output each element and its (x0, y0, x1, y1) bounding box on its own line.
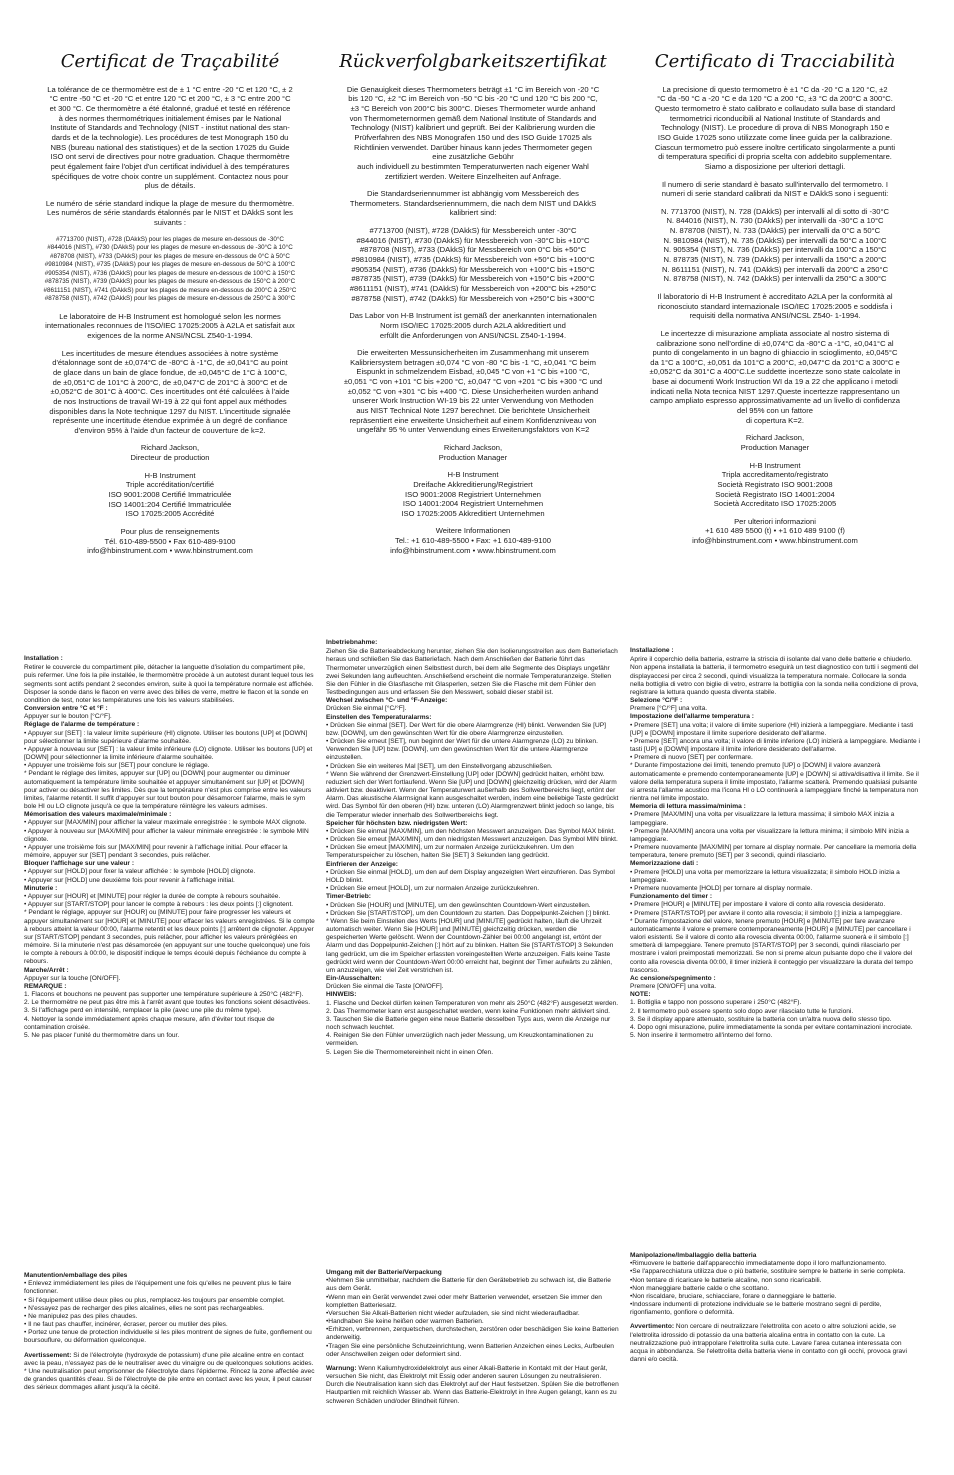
lab-paragraph (630, 292, 920, 321)
text-line: et 300 °C. Ce thermomètre a été étalonné, gradué et testé en référence (49, 104, 291, 114)
instruction-text: • Appuyer sur [START/STOP] pour lancer le compte à rebours : les deux points [:] clignotent. (24, 901, 294, 909)
text-line: Die Genauigkeit dieses Thermometers beträgt ±1 °C im Bereich von -20 °C (346, 84, 600, 94)
text-line: #878735 (NIST), #739 (DAkkS) pour les plages de mesure en-dessous de 150°C à 200°C (44, 278, 296, 286)
text-line: suivants : (153, 218, 187, 228)
text-line: campo ampliato espresso approssimativamente ad un livello di confidenza (650, 396, 900, 406)
text-line: ISO 9001:2008 Certifié Immatriculée (108, 490, 232, 500)
text-line: Institute of Standards and Technology (NIST - institut national des stan- (50, 123, 290, 133)
text-line: Pour plus de renseignements (120, 526, 220, 536)
text-line: •Erhitzen, verbrennen, zerquetschen, durchstechen, zerstören oder beschädigen Sie keine Batterien anderweitig. (326, 1326, 619, 1342)
text-line: ±0,052°C de 301°C à 400°C. Ces incertitudes ont été calculées à l'aide (50, 387, 290, 397)
text-line: kalibriert sind: (449, 208, 497, 218)
text-line: erfüllt die Anforderungen von ANSI/NCSL Z540-1-1994. (379, 330, 567, 340)
instructions-italian (630, 647, 920, 1040)
instruction-text: 3. Tauschen Sie die Batterie gegen eine neue Batterie desselben Typs aus, wenn die Anzeige nur noch schwach leuchtet. (326, 1015, 611, 1032)
instructions-german (326, 639, 620, 1057)
uncertainty-paragraph (24, 349, 316, 436)
text-line: d'étalonnage sont de ±0,074°C de -80°C à -1°C, de ±0,041°C au point (52, 358, 288, 368)
text-line: H-B Instrument (447, 470, 499, 480)
instruction-text: 5. Ne pas placer l'unité du thermomètre dans un four. (24, 1031, 180, 1039)
text-line: Dreifache Akkreditierung/Registriert (413, 479, 533, 489)
serial-list (24, 236, 316, 304)
text-line: Die erweiterten Messunsicherheiten im Zusammenhang mit unserem (357, 348, 589, 358)
text-line: Le numéro de série standard indique la plage de mesure du thermomètre. (45, 198, 295, 208)
instruction-text: 2. Le thermomètre ne peut pas être mis à l'arrêt avant que toutes les fonctions soient désactivées. (24, 999, 311, 1007)
instruction-text: 2. Il termometro può essere spento solo dopo aver rilasciato tutte le funzioni. (630, 1007, 854, 1015)
instruction-text: 4. Reinigen Sie den Fühler unverzüglich nach jeder Messung, um Kreuzkontaminationen zu vermeiden. (326, 1032, 594, 1048)
text-line: bis 120 °C, ±2 °C im Bereich von -50 °C bis -20 °C und 120 °C bis 200 °C, (348, 94, 598, 104)
battery-heading: Manipolazione/Imballaggio della batteria (630, 1252, 757, 1259)
text-line: ISO 17025:2005 Akkreditiert Unternehmen (401, 508, 545, 518)
instruction-text: * Wenn Sie während der Grenzwert-Einstellung [UP] oder [DOWN] gedrückt halten, erhöht bzw. reduziert sich der Wert fortlaufend. Wenn Sie [UP] und [DOWN] gleichzeitig drücken, wird der Alarm aktiviert bzw. deaktiviert. Wenn der Temperaturwert außerhalb des Sollwertbereichs liegt, ertönt der Alarm. Das akustische Alarmsignal kann ausgeschaltet werden, indem eine beliebige Taste gedrückt wird. Das Symbol für den oberen (HI) bzw. unteren (LO) Alarmgrenzwert blinkt jedoch so lange, bis die Temperatur wieder innerhalb des Sollwertbereichs liegt. (326, 770, 619, 819)
battery-list (326, 1277, 620, 1359)
instruction-heading: Réglage de l'alarme de température : (24, 721, 140, 729)
text-line: ISO Guide 17025 sono utilizzate come linee guida per la calibrazione. (657, 133, 893, 142)
text-line: Tel.: +1 610-489-5500 • Fax: +1 610-489-9100 (395, 536, 551, 546)
signature-block (24, 443, 316, 462)
text-line: Triple accréditation/certifié (125, 480, 215, 490)
text-line: • Ne manipulez pas des piles chaudes. (24, 1312, 138, 1320)
text-line: •Versuchen Sie Alkali-Batterien nicht wieder aufzuladen, sie sind nicht wiederaufladbar. (326, 1309, 580, 1317)
text-line: #878735 (NIST), #739 (DAkkS) für Messbereich von +150°C bis +200°C (351, 274, 595, 284)
text-line: °C entre -50 °C et -20 °C et entre 120 °C et 200 °C, ± 3 °C entre 200 °C (49, 94, 291, 104)
instruction-text: • Drücken Sie einmal [HOLD], um den auf dem Display angezeigten Wert einzufrieren. Das Symbol HOLD blinkt. (326, 868, 615, 884)
instruction-text: • Appuyer sur [HOUR] et [MINUTE] pour régler la durée de compte à rebours souhaitée. (24, 892, 281, 900)
text-line: #905354 (NIST), #736 (DAkkS) pour les plages de mesure en-dessous de 100°C à 150°C (44, 269, 296, 277)
text-line: #8611151 (NIST), #741 (DAkkS) pour les plages de mesure en-dessous de 200°C à 250°C (43, 286, 297, 294)
instruction-text: * Durante l'impostazione del valore, tenere premuto [HOUR] e [MINUTE] per fare avanzare automaticamente il valore e premere contemporaneamente [HOUR] e [MINUTE] per cancellare i valori esistenti. Se il valore di conto alla rovescia diventa 00:00, l'allarme suonerà e il simbolo [:] smetterà di lampeggiare. Tenere premuto [START/STOP] per 3 secondi, quindi rilasciarlo per mostrare i valori preimpostati memorizzati. Se non si preme alcun pulsante dopo che il valore del conto alla rovescia diventa 00:00, il timer inizierà il conteggio per visualizzare la durata del tempo trascorso. (630, 917, 913, 974)
instruction-heading: Speicher für höchsten bzw. niedrigsten Wert: (326, 819, 468, 827)
text-line: représente une incertitude étendue exprimée à un degré de confiance (52, 416, 288, 426)
contact-block (326, 526, 620, 555)
text-line: #905354 (NIST), #736 (DAkkS) für Messbereich von +100°C bis +150°C (351, 264, 595, 274)
text-line: repräsentiert eine erweiterte Unsicherheit auf einem Konfidenzniveau von (349, 415, 597, 425)
text-line: La tolérance de ce thermomètre est de ± 1 °C entre -20 °C et 120 °C, ± 2 (47, 84, 293, 94)
text-line: N. 9810984 (NIST), N. 735 (DAkkS) per intervalli da 50°C a 100°C (663, 235, 887, 245)
text-line: de ±0,051°C de 101°C à 200°C, de ±0,047°C de 201°C à 300°C et de (52, 377, 288, 387)
text-line: #878708 (NIST), #733 (DAkkS) pour les plages de mesure en-dessous de 0°C à 50°C (50, 252, 290, 260)
instruction-heading: Wechsel zwischen °C- und °F-Anzeige: (326, 697, 448, 705)
instruction-heading: Einfrieren der Anzeige: (326, 860, 398, 868)
instruction-heading: Mémorisation des valeurs maximale/minimale : (24, 811, 172, 819)
instruction-text: Drücken Sie einmal die Taste [ON/OFF]. (326, 983, 444, 991)
instruction-text: • Appuyer sur [HOLD] une deuxième fois pour revenir à l'affichage initial. (24, 876, 235, 884)
instruction-heading: NOTE: (630, 991, 651, 999)
instruction-text: Retirer le couvercle du compartiment pile, détacher la languette d'isolation du compartiment pile, puis refermer. Une fois la pile installée, le thermomètre procède à un autotest durant lequel tous les segments sont actifs pendant 2 secondes environ, suite à quoi la température normale est affichée. Disposer la sonde dans le flacon en verre avec des billes de verre, mettre le flacon et la sonde en condition de test, noter les températures une fois les valeurs stabilisées. (24, 664, 314, 704)
instruction-text: Drücken Sie einmal [°C/°F]. (326, 705, 407, 713)
text-line: Le laboratoire de H-B Instrument est homologué selon les normes (59, 311, 281, 321)
text-line: auch individuell zu bestimmten Temperaturwerten nach eigener Wahl (357, 161, 589, 171)
battery-section-german (326, 1269, 620, 1412)
instruction-text: Premere [ON/OFF] una volta. (630, 983, 717, 991)
text-line: base ai documenti Work Instruction WI da 19 a 22 che applicano i metodi (652, 377, 898, 387)
battery-list (630, 1260, 920, 1317)
battery-section-italian (630, 1252, 920, 1370)
instruction-text: • Drücken Sie erneut [HOLD], um zur normalen Anzeige zurückzukehren. (326, 885, 540, 893)
text-line: Les numéros de série standards étalonnés par le NIST et DAkkS sont les (47, 208, 293, 218)
text-line: N. 7713700 (NIST), N. 728 (DAkkS) per intervalli al di sotto di -30°C (661, 206, 889, 216)
accuracy-paragraph (630, 85, 920, 172)
contact-block (24, 527, 316, 556)
instruction-heading: Installazione : (630, 647, 674, 654)
instruction-text: • Premere [SET] una volta; il valore di limite superiore (HI) inizierà a lampeggiare. Mediante i tasti [UP] e [DOWN] impostare il limite superiore desiderato dell'allarme. (630, 721, 914, 737)
instruction-text: * Wenn Sie beim Einstellen des Werts [HOUR] und [MINUTE] gedrückt halten, läuft die Uhrzeit automatisch weiter. Wenn Sie [HOUR] und [MINUTE] gleichzeitig drücken, werden die gespeicherten Werte gelöscht. Wenn der Countdown-Zähler bei 00:00 angelangt ist, ertönt der Alarm und das Doppelpunkt-Zeichen [:] hört auf zu blinken. Halten Sie [START/STOP] 3 Sekunden lang gedrückt, um die im Speicher erfassten voreingestellten Werte anzuzeigen. Falls keine Taste gedrückt wird wenn der Countdown-Wert 00:00 erreicht hat, beginnt der Timer aufwärts zu zählen, um anzuzeigen, wie viel Zeit verstrichen ist. (326, 917, 614, 974)
text-line: •Tragen Sie eine persönliche Schutzeinrichtung, wenn Batterien Anzeichen eines Lecks, Aufbeulen oder Anschwellen zeigen oder deformiert sind. (326, 1342, 614, 1358)
text-line: aus NIST Technical Note 1297 berechnet. Die berichtete Unsicherheit (356, 406, 590, 416)
text-line: #878758 (NIST), #742 (DAkkS) für Messbereich von +250°C bis +300°C (351, 293, 595, 303)
text-line: di temperatura specifici di propria scelta con addebito supplementare. (658, 152, 892, 162)
instruction-text: • Premere [START/STOP] per avviare il conto alla rovescia; il simbolo [:] inizia a lampeggiare. (630, 909, 903, 917)
warning-label: Avertissement: (24, 1351, 72, 1359)
text-line: Richard Jackson, (745, 433, 805, 443)
text-line: Richard Jackson, (443, 442, 503, 452)
text-line: #844016 (NIST), #730 (DAkkS) für Messbereich von -30°C bis +10°C (356, 235, 590, 245)
text-line: zertifiziert werden. Weitere Einzelheiten auf Anfrage. (384, 171, 562, 181)
instruction-heading: Ein-/Ausschalten: (326, 975, 382, 983)
instruction-heading: Impostazione dell'allarme temperatura : (630, 713, 754, 721)
lab-paragraph (326, 311, 620, 340)
text-line: calibrazione sono nell'ordine di ±0,074°C da -80°C a -1°C, ±0,041°C al (656, 338, 894, 348)
text-line: von Thermometernormen gemäß dem National Institute of Standards and (349, 113, 597, 123)
text-line: •Nehmen Sie unmittelbar, nachdem die Batterie für den Gerätebetrieb zu schwach ist, die Batterie aus dem Gerät. (326, 1277, 611, 1293)
title-german: Rückverfolgbarkeitszertifikat (339, 51, 607, 72)
text-line: eine zusätzliche Gebühr (432, 152, 514, 162)
instruction-heading: Timer-Betrieb: (326, 893, 371, 901)
serial-list (326, 226, 620, 303)
text-line: NBS (bureau national des statistiques) et de la section 17025 du Guide (50, 142, 290, 152)
text-line: info@hbinstrument.com • www.hbinstrument.com (692, 536, 858, 546)
text-line: Per ulteriori informazioni (734, 516, 816, 526)
instruction-text: * Pendant le réglage des limites, appuyer sur [UP] ou [DOWN] pour augmenter ou diminuer automatiquement la température limite souhaitée et appuyer simultanément sur [UP] et [DOWN] pour activer ou désactiver les limites. Dès que la température n'est plus comprise entre les valeurs limites, l'alarme retentit. Il suffit d'appuyer sur tout bouton pour désamorcer l'alarme, mais le sym bole HI ou LO clignote jusqu'à ce que la température réintègre les valeurs admises. (24, 770, 312, 811)
instruction-text: 1. Flacons et bouchons ne peuvent pas supporter une température supérieure à 250°C (482°F). (24, 991, 304, 999)
instruction-text: • Drücken Sie [HOUR] und [MINUTE], um den gewünschten Countdown-Wert einzustellen. (326, 901, 591, 909)
text-line: H-B Instrument (749, 460, 801, 470)
text-line: #7713700 (NIST), #728 (DAkkS) pour les plages de mesure en-dessous de -30°C (56, 235, 284, 243)
instruction-text: * Durante l'impostazione dei limiti, tenendo premuto [UP] o [DOWN] il valore avanzerà automaticamente e premendo contemporaneamente [UP] e [DOWN] si attiva/disattiva il limite. Se il valore della temperatura supera il limite impostato, l'allarme scatterà. Premendo qualsiasi pulsante si arresta l'allarme acustico ma l'icona HI o LO continuerà a lampeggiare finché la temperatura non rientra nel limite impostato. (630, 762, 919, 803)
text-line: N. 878708 (NIST), N. 733 (DAkkS) per intervalli da 0°C a 50°C (669, 226, 881, 236)
text-line: Weitere Informationen (435, 526, 511, 536)
text-line: •Indossare indumenti di protezione individuale se le batterie mostrano segni di perdite, rigonfiamento, gonfiore o deformità. (630, 1301, 882, 1317)
certificate-french (24, 52, 316, 564)
text-line: ISO 17025:2005 Accrédité (125, 509, 215, 519)
text-line: Prüfverfahren des NBS Monografen 150 und des ISO Guide 17025 als (354, 133, 592, 142)
instruction-text: • Appuyer une troisième fois sur [SET] pour conclure le réglage. (24, 762, 210, 770)
serial-intro-paragraph (630, 180, 920, 199)
instruction-text: Appuyer sur le bouton [°C/°F]. (24, 713, 112, 721)
serial-intro-paragraph (326, 189, 620, 218)
instruction-text: Premere [°C/°F] una volta. (630, 705, 708, 713)
instruction-text: 2. Das Thermometer kann erst ausgeschaltet werden, wenn keine Funktionen mehr aktiviert sind. (326, 1007, 610, 1015)
text-line: N. 905354 (NIST), N. 736 (DAkkS) per intervalli da 100°C a 150°C (663, 245, 887, 255)
text-line: Tél. 610-489-5500 • Fax 610-489-9100 (104, 536, 236, 546)
text-line: • N'essayez pas de recharger des piles alcalines, elles ne sont pas rechargeables. (24, 1304, 264, 1312)
instruction-text: 1. Bottiglia e tappo non possono superare i 250°C (482°F). (630, 999, 802, 1007)
warning-text: Wenn Kaliumhydroxidelektrolyt aus einer Alkali-Batterie in Kontakt mit der Haut gerät, versuchen Sie nicht, das Elektrolyt mit Essig oder anderen sauren Lösungen zu neutralisieren. Durch die Neutralisation kann sich das Elektrolyt auf der Haut festsetzen. Spülen Sie die betroffenen Hautpartien mit reichlich Wasser ab. Wenn das Batterie-Elektrolyt in Ihre Augen gelangt, kann es zu schweren Schäden und/oder Blindheit führen. (326, 1364, 619, 1405)
text-line: dards et de la technologie). Les procédures de test Monograph 150 du (51, 133, 289, 142)
serial-intro-paragraph (24, 199, 316, 228)
instruction-text: • Appuyer sur [HOLD] pour fixer la valeur affichée : le symbole [HOLD] clignote. (24, 868, 256, 876)
instruction-text: • Drücken Sie erneut [MAX/MIN], um den niedrigsten Messwert anzuzeigen. Das Symbol MIN blinkt. (326, 836, 618, 844)
instruction-text: Ziehen Sie die Batterieabdeckung herunter, ziehen Sie den Isolierungsstreifen aus dem Batteriefach heraus und schließen Sie das Batteriefach. Nach dem Anschließen der Batterie führt das Thermometer unverzüglich einen Selbsttest durch, bei dem alle Segmente des Displays ungefähr zwei Sekunden lang aufleuchten. Anschließend erscheint die normale Temperaturanzeige. Stellen Sie den Fühler in die Glasflasche mit Glasperlen, setzen Sie die Flasche mit dem Fühler den Testbedingungen aus und erfassen Sie den Messwert, sobald dieser stabil ist. (326, 648, 618, 697)
text-line: requisiti della normativa ANSI/NCSL Z540- 1-1994. (689, 311, 861, 321)
text-line: • Si l'équipement utilise deux piles ou plus, remplacez-les toujours par ensemble complet. (24, 1296, 285, 1304)
instruction-heading: Ac censione/spegnimento : (630, 974, 716, 982)
instruction-text: 3. Se il display appare attenuato, sostituire la batteria con un'altra nuova dello stesso tipo. (630, 1015, 892, 1023)
text-line: Società Registrato ISO 14001:2004 (715, 489, 835, 499)
instruction-text: • Appuyer sur [SET] : la valeur limite supérieure (HI) clignote. Utiliser les boutons [UP] et [DOWN] pour sélectionner la limite supérieure d'alarme souhaitée. (24, 729, 308, 745)
warning-text: Si de l'électrolyte (hydroxyde de potassium) d'une pile alcaline entre en contact avec la peau, n'essayez pas de le neutraliser avec du vinaigre ou de quelconques solutions acides. * Une neutralisation peut emprisonner de l'électrolyte dans l'épiderme. Rincez la zone affectée avec de grandes quantités d'eau. Si de l'électrolyte de pile entre en contact avec les yeux, il peut causer des sérieux dommages allant jusqu'à la cécité. (24, 1351, 315, 1392)
text-line: Eispunkt in schmelzendem Eisbad, ±0,045 °C von +1 °C bis +100 °C, (356, 367, 590, 377)
text-line: Società Registrato ISO 9001:2008 (717, 479, 833, 489)
instruction-text: • Drücken Sie ein weiteres Mal [SET], um den Einstellvorgang abzuschließen. (326, 762, 553, 770)
text-line: +1 610 489 5500 (t) • +1 610 489 9100 (f) (705, 526, 845, 536)
text-line: •Non tentare di ricaricare le batterie alcaline, non sono ricaricabili. (630, 1276, 822, 1284)
accreditation-block (24, 471, 316, 519)
text-line: #7713700 (NIST), #728 (DAkkS) für Messbereich unter -30°C (369, 226, 577, 236)
text-line: Das Labor von H-B Instrument ist gemäß der anerkannten internationalen (349, 311, 597, 321)
warning-paragraph (326, 1365, 620, 1406)
text-line: Richtlinien verwendet. Darüber hinaus kann jedes Thermometer gegen (354, 142, 592, 152)
warning-paragraph (630, 1323, 920, 1364)
instruction-text: • Drücken Sie einmal [MAX/MIN], um den höchsten Messwert anzuzeigen. Das Symbol MAX blinkt. (326, 827, 616, 835)
instruction-heading: Memorizzazione dati : (630, 860, 699, 868)
text-line: ±0,051 °C von +101 °C bis +200 °C, ±0,047 °C von +201 °C bis +300 °C und (343, 377, 603, 387)
text-line: plus de détails. (144, 181, 196, 191)
text-line: d'environ 95% à l'aide d'un facteur de couverture de k=2. (74, 425, 266, 435)
instruction-heading: HINWEIS: (326, 991, 357, 999)
instruction-heading: Selezione °C/°F : (630, 697, 683, 705)
text-line: Technology (NIST). Le procedure di prova di NBS Monograph 150 e (660, 123, 890, 133)
warning-text: Non cercare di neutralizzare l'elettrolita con aceto o altre soluzioni acide, se l'elettrolita idrossido di potassio da una batteria alcalina entra in contatto con la cute. La neutralizzazione può intrappolare l'elettrolita sulla cute. Lavare l'area cutanea interessata con acqua in abbondanza. Se l'elettrolita della batteria viene in contatto con gli occhi, provoca gravi danni e/o cecità. (630, 1323, 907, 1364)
instruction-text: • Drücken Sie [START/STOP], um den Countdown zu starten. Das Doppelpunkt-Zeichen [:] blinkt. (326, 909, 611, 917)
text-line: Production Manager (740, 442, 810, 452)
instruction-text: Aprire il coperchio della batteria, estrarre la striscia di isolante dal vano delle batterie e chiuderlo. Non appena installata la batteria, il termometro eseguirà un test diagnostico con tutti i segmenti del displayaccesi per circa 2 secondi, quindi visualizza la temperatura normale. Collocare la sonda nella bottiglia di vetro con biglie di vetro, estrarre la bottiglia con la sonda nella condizione di prova, registrare la lettura quando questa diventa stabile. (630, 656, 919, 696)
text-line: exigences de la norme ANSI/NCSL Z540-1-1994. (87, 331, 253, 341)
text-line: #844016 (NIST), #730 (DAkkS) pour les plages de mesure en-dessous de -30°C à 10°C (47, 244, 293, 252)
text-line: °C da -50 °C a -20 °C e da 120 °C a 200 °C, ±3 °C da 200°C a 300°C. (657, 94, 893, 104)
text-line: •Se l'apparecchiatura utilizza due o più batterie, sostituire sempre le batterie in serie completa. (630, 1268, 906, 1276)
serial-list (630, 207, 920, 284)
instruction-text: • Appuyer à nouveau sur [MAX/MIN] pour afficher la valeur minimale enregistrée : le symbole MIN clignote. (24, 827, 309, 843)
text-line: ISO 14001:204 Certifié Immatriculée (108, 499, 232, 509)
text-line: termometrici riconducibili al National Institute of Standards and (669, 113, 881, 123)
text-line: ±0,052°C da 301°C a 400°C.Le suddette incertezze sono state calcolate in (649, 367, 901, 377)
instruction-heading: Memoria di lettura massima/minima : (630, 803, 746, 811)
instruction-heading: Marche/Arrêt : (24, 966, 69, 974)
lab-paragraph (24, 312, 316, 341)
instruction-heading: Inbetriebnahme: (326, 639, 378, 646)
text-line: •Non riscaldare, bruciare, schiacciare, forare o danneggiare le batterie. (630, 1292, 837, 1300)
signature-block (630, 433, 920, 452)
text-line: Ciascun termometro può essere inoltre certificato singolarmente a punti (654, 142, 896, 152)
text-line: N. 8611151 (NIST), N. 741 (DAkkS) per intervalli da 200°C a 250°C (661, 264, 889, 274)
battery-heading: Manutention/emballage des piles (24, 1272, 128, 1279)
text-line: N. 878735 (NIST), N. 739 (DAkkS) per intervalli da 150°C a 200°C (663, 255, 887, 265)
text-line: #9810984 (NIST), #735 (DAkkS) pour les plages de mesure en-dessous de 50°C à 100°C (44, 261, 296, 269)
instruction-text: 4. Nettoyer la sonde immédiatement après chaque mesure, afin d'éviter tout risque de contamination croisée. (24, 1015, 275, 1031)
instruction-text: • Premere [MAX/MIN] una volta per visualizzare la lettura massima; il simbolo MAX inizia a lampeggiare. (630, 811, 895, 827)
instruction-text: • Drücken Sie erneut [SET], nun beginnt der Wert für die untere Alarmgrenze (LO) zu blinken. Verwenden Sie [UP] bzw. [DOWN], um den gewünschten Wert für die untere Alarmgrenze einzustellen. (326, 738, 598, 762)
text-line: •Handhaben Sie keine heißen oder warmen Batterien. (326, 1318, 484, 1326)
text-line: • Portez une tenue de protection individuelle si les piles montrent de signes de fuite, gonflement ou boursouflure, ou déformation quelconque. (24, 1329, 312, 1345)
text-line: punto di congelamento in un bagno di ghiaccio in scioglimento, ±0,045°C (652, 348, 898, 358)
instruction-text: 4. Dopo ogni misurazione, pulire immediatamente la sonda per evitare contaminazioni incrociate. (630, 1023, 913, 1031)
instruction-heading: Bloquer l'affichage sur une valeur : (24, 860, 135, 868)
instruction-heading: Conversion entre °C et °F : (24, 705, 108, 713)
instruction-heading: Minuterie : (24, 884, 58, 892)
instruction-heading: REMARQUE : (24, 982, 67, 990)
instruction-heading: Installation : (24, 655, 63, 662)
instruction-text: * Pendant le réglage, appuyer sur [HOUR] ou [MINUTE] pour faire progresser les valeurs et appuyer simultanément sur [HOUR] et [MINUTE] pour effacer les valeurs enregistrées. Si le compte à rebours atteint la valeur 00:00, l'alarme retentit et les deux points [:] arrêtent de clignoter. Appuyer sur [START/STOP] pendant 3 secondes, puis relâcher, pour afficher les valeurs préréglées en mémoire. Si la minuterie n'est pas désamorcée (en appuyant sur une touche quelconque) une fois le compte à rebours à 00:00, le dispositif indique le temps écoulé depuis l'échéance du compte à rebours. (24, 909, 315, 966)
battery-section-french (24, 1272, 316, 1398)
text-line: à des normes thermométriques initialement émises par le National (58, 113, 282, 123)
certificate-german (326, 52, 620, 563)
text-line: N. 878758 (NIST), N. 742 (DAkkS) per intervalli da 250°C a 300°C (663, 274, 887, 284)
text-line: • Enlevez immédiatement les piles de l'équipement une fois qu'elles ne peuvent plus le faire fonctionner. (24, 1280, 292, 1296)
instruction-text: • Appuyer à nouveau sur [SET] : la valeur limite inférieure (LO) clignote. Utiliser les boutons [UP] et [DOWN] pour sélectionner la limite inférieure d'alarme souhaitée. (24, 745, 313, 762)
text-line: indicati nella Nota tecnica NIST 1297.Queste incertezze rappresentano un (650, 386, 900, 396)
instruction-text: • Premere [SET] ancora una volta; il valore di limite inferiore (LO) inizierà a lampeggiare. Mediante i tasti [UP] e [DOWN] impostare il limite inferiore desiderato dell'allarme. (630, 737, 920, 754)
text-line: peut également faire l'objet d'un certificat individuel à des températures (50, 161, 290, 171)
text-line: ISO 14001:2004 Registriert Unternehmen (402, 499, 544, 509)
contact-block (630, 517, 920, 546)
text-line: Thermometers. Standardseriennummern, die nach dem NIST und DAkkS (349, 198, 597, 208)
title-french: Certificat de Traçabilité (60, 51, 280, 72)
text-line: •Wenn man ein Gerät verwendet zwei oder mehr Batterien verwendet, ersetzen Sie immer den kompletten Batteriesatz. (326, 1293, 602, 1309)
text-line: Richard Jackson, (140, 443, 200, 453)
uncertainty-paragraph (326, 348, 620, 435)
text-line: ISO ont servi de directives pour notre graduation. Chaque thermomètre (50, 152, 290, 162)
instruction-text: • Appuyer sur [MAX/MIN] pour afficher la valeur maximale enregistrée : le symbole MAX clignote. (24, 819, 307, 827)
text-line: N. 844016 (NIST), N. 730 (DAkkS) per intervalli da -30°C a 10°C (666, 216, 884, 226)
text-line: internationales reconnues de l'ISO/IEC 17025:2005 à A2LA et satisfait aux (45, 321, 295, 331)
text-line: de glace dans un bain de glace fondue, de ±0,045°C de 1°C à 100°C, (52, 367, 288, 377)
text-line: Il laboratorio di H-B Instrument è accreditato A2LA per la conformità al (657, 291, 893, 301)
accuracy-paragraph (24, 85, 316, 191)
signature-block (326, 443, 620, 462)
warning-label: Warnung: (326, 1364, 357, 1372)
text-line: La precisione di questo termometro è ±1 °C da -20 °C a 120 °C, ±2 (662, 84, 888, 94)
instructions-french (24, 655, 316, 1040)
text-line: H-B Instrument (144, 470, 196, 480)
text-line: spécifiques de votre choix contre un supplément. Contactez nous pour (51, 171, 289, 181)
text-line: ISO 9001:2008 Registriert Unternehmen (405, 489, 541, 499)
instruction-heading: Funzionamento del timer : (630, 893, 713, 901)
text-line: Les incertitudes de mesure étendues associées à notre système (61, 348, 279, 358)
instruction-text: • Appuyer une troisième fois sur [MAX/MIN] pour revenir à l'affichage initial. Pour effacer la mémoire, appuyer sur [SET] pendant 3 secondes, puis relâcher. (24, 843, 288, 860)
text-line: #9810984 (NIST), #735 (DAkkS) für Messbereich von +50°C bis +100°C (351, 255, 595, 265)
text-line: Società Accreditato ISO 17025:2005 (713, 499, 837, 509)
text-line: di copertura K=2. (745, 415, 805, 425)
text-line: Directeur de production (130, 453, 210, 463)
text-line: Tripla accreditamento/registrato (721, 470, 829, 480)
text-line: • Il ne faut pas chauffer, incinérer, écraser, percer ou mutiler des piles. (24, 1321, 228, 1329)
text-line: de nos Instructions de travail WI-19 à 22 qui font appel aux méthodes (53, 396, 287, 406)
certificate-italian (630, 52, 920, 554)
text-line: #878758 (NIST), #742 (DAkkS) pour les plages de mesure en-dessous de 250°C à 300°C (44, 295, 296, 303)
instruction-heading: Einstellen des Temperaturalarms: (326, 713, 432, 721)
text-line: Siamo a disposizione per ulteriori dettagli. (704, 161, 846, 171)
instruction-text: 3. Si l'affichage perd en intensité, remplacer la pile (avec une pile du même type). (24, 1007, 262, 1015)
accuracy-paragraph (326, 85, 620, 181)
instruction-text: • Premere di nuovo [SET] per confermare. (630, 754, 753, 762)
text-line: Die Standardseriennummer ist abhängig vom Messbereich des (367, 189, 579, 199)
text-line: Norm ISO/IEC 17025:2005 durch A2LA akkreditiert und (380, 320, 566, 330)
instruction-text: • Premere [HOUR] e [MINUTE] per impostare il valore di conto alla rovescia desiderato. (630, 901, 886, 909)
text-line: da 1°C a 100°C, ±0,051 da 101°C a 200°C, ±0,047°C da 201°C a 300°C e (650, 357, 900, 367)
instruction-text: Appuyer sur la touche [ON/OFF]. (24, 974, 121, 982)
battery-list (24, 1280, 316, 1345)
title-italian: Certificato di Tracciabilità (654, 51, 896, 72)
text-line: ungefähr 95 % unter Verwendung eines Erweiterungsfaktors von K=2 (356, 425, 590, 435)
warning-paragraph (24, 1352, 316, 1393)
text-line: unserer Work Instruction WI-19 bis 22 unter Verwendung von Methoden (352, 396, 594, 406)
instruction-text: • Premere nuovamente [MAX/MIN] per tornare al display normale. Per cancellare la memoria della temperatura, tenere premuto [SET] per 3 secondi, quindi rilasciarlo. (630, 844, 917, 860)
text-line: •Non maneggiare batterie calde o che scottano. (630, 1284, 770, 1292)
text-line: #8611151 (NIST), #741 (DAkkS) für Messbereich von +200°C bis +250°C (349, 283, 597, 293)
text-line: riconosciuto standard internazionale ISO/IEC 17025:2005 e soddisfa i (657, 301, 893, 311)
instruction-text: • Premere nuovamente [HOLD] per tornare al display normale. (630, 884, 813, 892)
uncertainty-paragraph (630, 329, 920, 425)
text-line: info@hbinstrument.com • www.hbinstrument.com (87, 546, 253, 556)
instruction-text: 5. Non inserire il termometro all'interno del forno. (630, 1032, 773, 1040)
text-line: numeri di serie standard calibrati da NIST e DAkkS sono i seguenti: (661, 189, 889, 199)
text-line: •Rimuovere le batterie dall'apparecchio immediatamente dopo il loro malfunzionamento. (630, 1260, 887, 1268)
text-line: del 95% con un fattore (737, 406, 813, 416)
text-line: info@hbinstrument.com • www.hbinstrument.com (390, 545, 556, 555)
text-line: Le incertezze di misurazione ampliata associate al nostro sistema di (660, 328, 890, 338)
instruction-text: • Premere [MAX/MIN] ancora una volta per visualizzare la lettura minima; il simbolo MIN inizia a lampeggiare. (630, 827, 909, 843)
accreditation-block (630, 461, 920, 509)
instruction-text: 5. Legen Sie die Thermometereinheit nicht in einen Ofen. (326, 1048, 494, 1056)
warning-label: Avvertimento: (630, 1323, 675, 1331)
instruction-text: • Drücken Sie einmal [SET]. Der Wert für die obere Alarmgrenze (HI) blinkt. Verwenden Sie [UP] bzw. [DOWN], um den gewünschten Wert für die obere Alarmgrenze einzustellen. (326, 721, 606, 737)
instruction-text: • Premere [HOLD] una volta per memorizzare la lettura visualizzata; il simbolo HOLD inizia a lampeggiare. (630, 868, 900, 884)
text-line: disponibles dans la Note technique 1297 du NIST. L'incertitude signalée (49, 406, 291, 416)
text-line: Kalibriersystem betragen ±0,074 °C von -80 °C bis -1 °C, ±0,041 °C beim (350, 357, 596, 367)
text-line: Technology (NIST) kalibriert und geprüft. Bei der Kalibrierung wurden die (350, 123, 596, 133)
battery-heading: Umgang mit der Batterie/Verpackung (326, 1269, 442, 1276)
instruction-text: 1. Flasche und Deckel dürfen keinen Temperaturen von mehr als 250°C (482°F) ausgesetzt werden. (326, 999, 619, 1007)
text-line: Il numero di serie standard è basato sull'intervallo del termometro. I (662, 179, 888, 189)
instruction-text: • Drücken Sie erneut [MAX/MIN], um zur normalen Anzeige zurückzukehren. Um den Temperaturspeicher zu löschen, halten Sie [SET] 3 Sekunden lang gedrückt. (326, 844, 574, 860)
accreditation-block (326, 470, 620, 518)
text-line: ±3 °C Bereich von 200°C bis 300°C. Dieses Thermometer wurde anhand (350, 104, 596, 114)
text-line: Questo termometro è stato calibrato e collaudato sulla base di standard (654, 104, 896, 114)
text-line: #878708 (NIST), #733 (DAkkS) für Messbereich von 0°C bis +50°C (359, 245, 587, 255)
text-line: ±0,052 °C von +301 °C bis +400 °C. Diese Unsicherheiten wurden anhand (347, 386, 599, 396)
text-line: Production Manager (438, 452, 508, 462)
